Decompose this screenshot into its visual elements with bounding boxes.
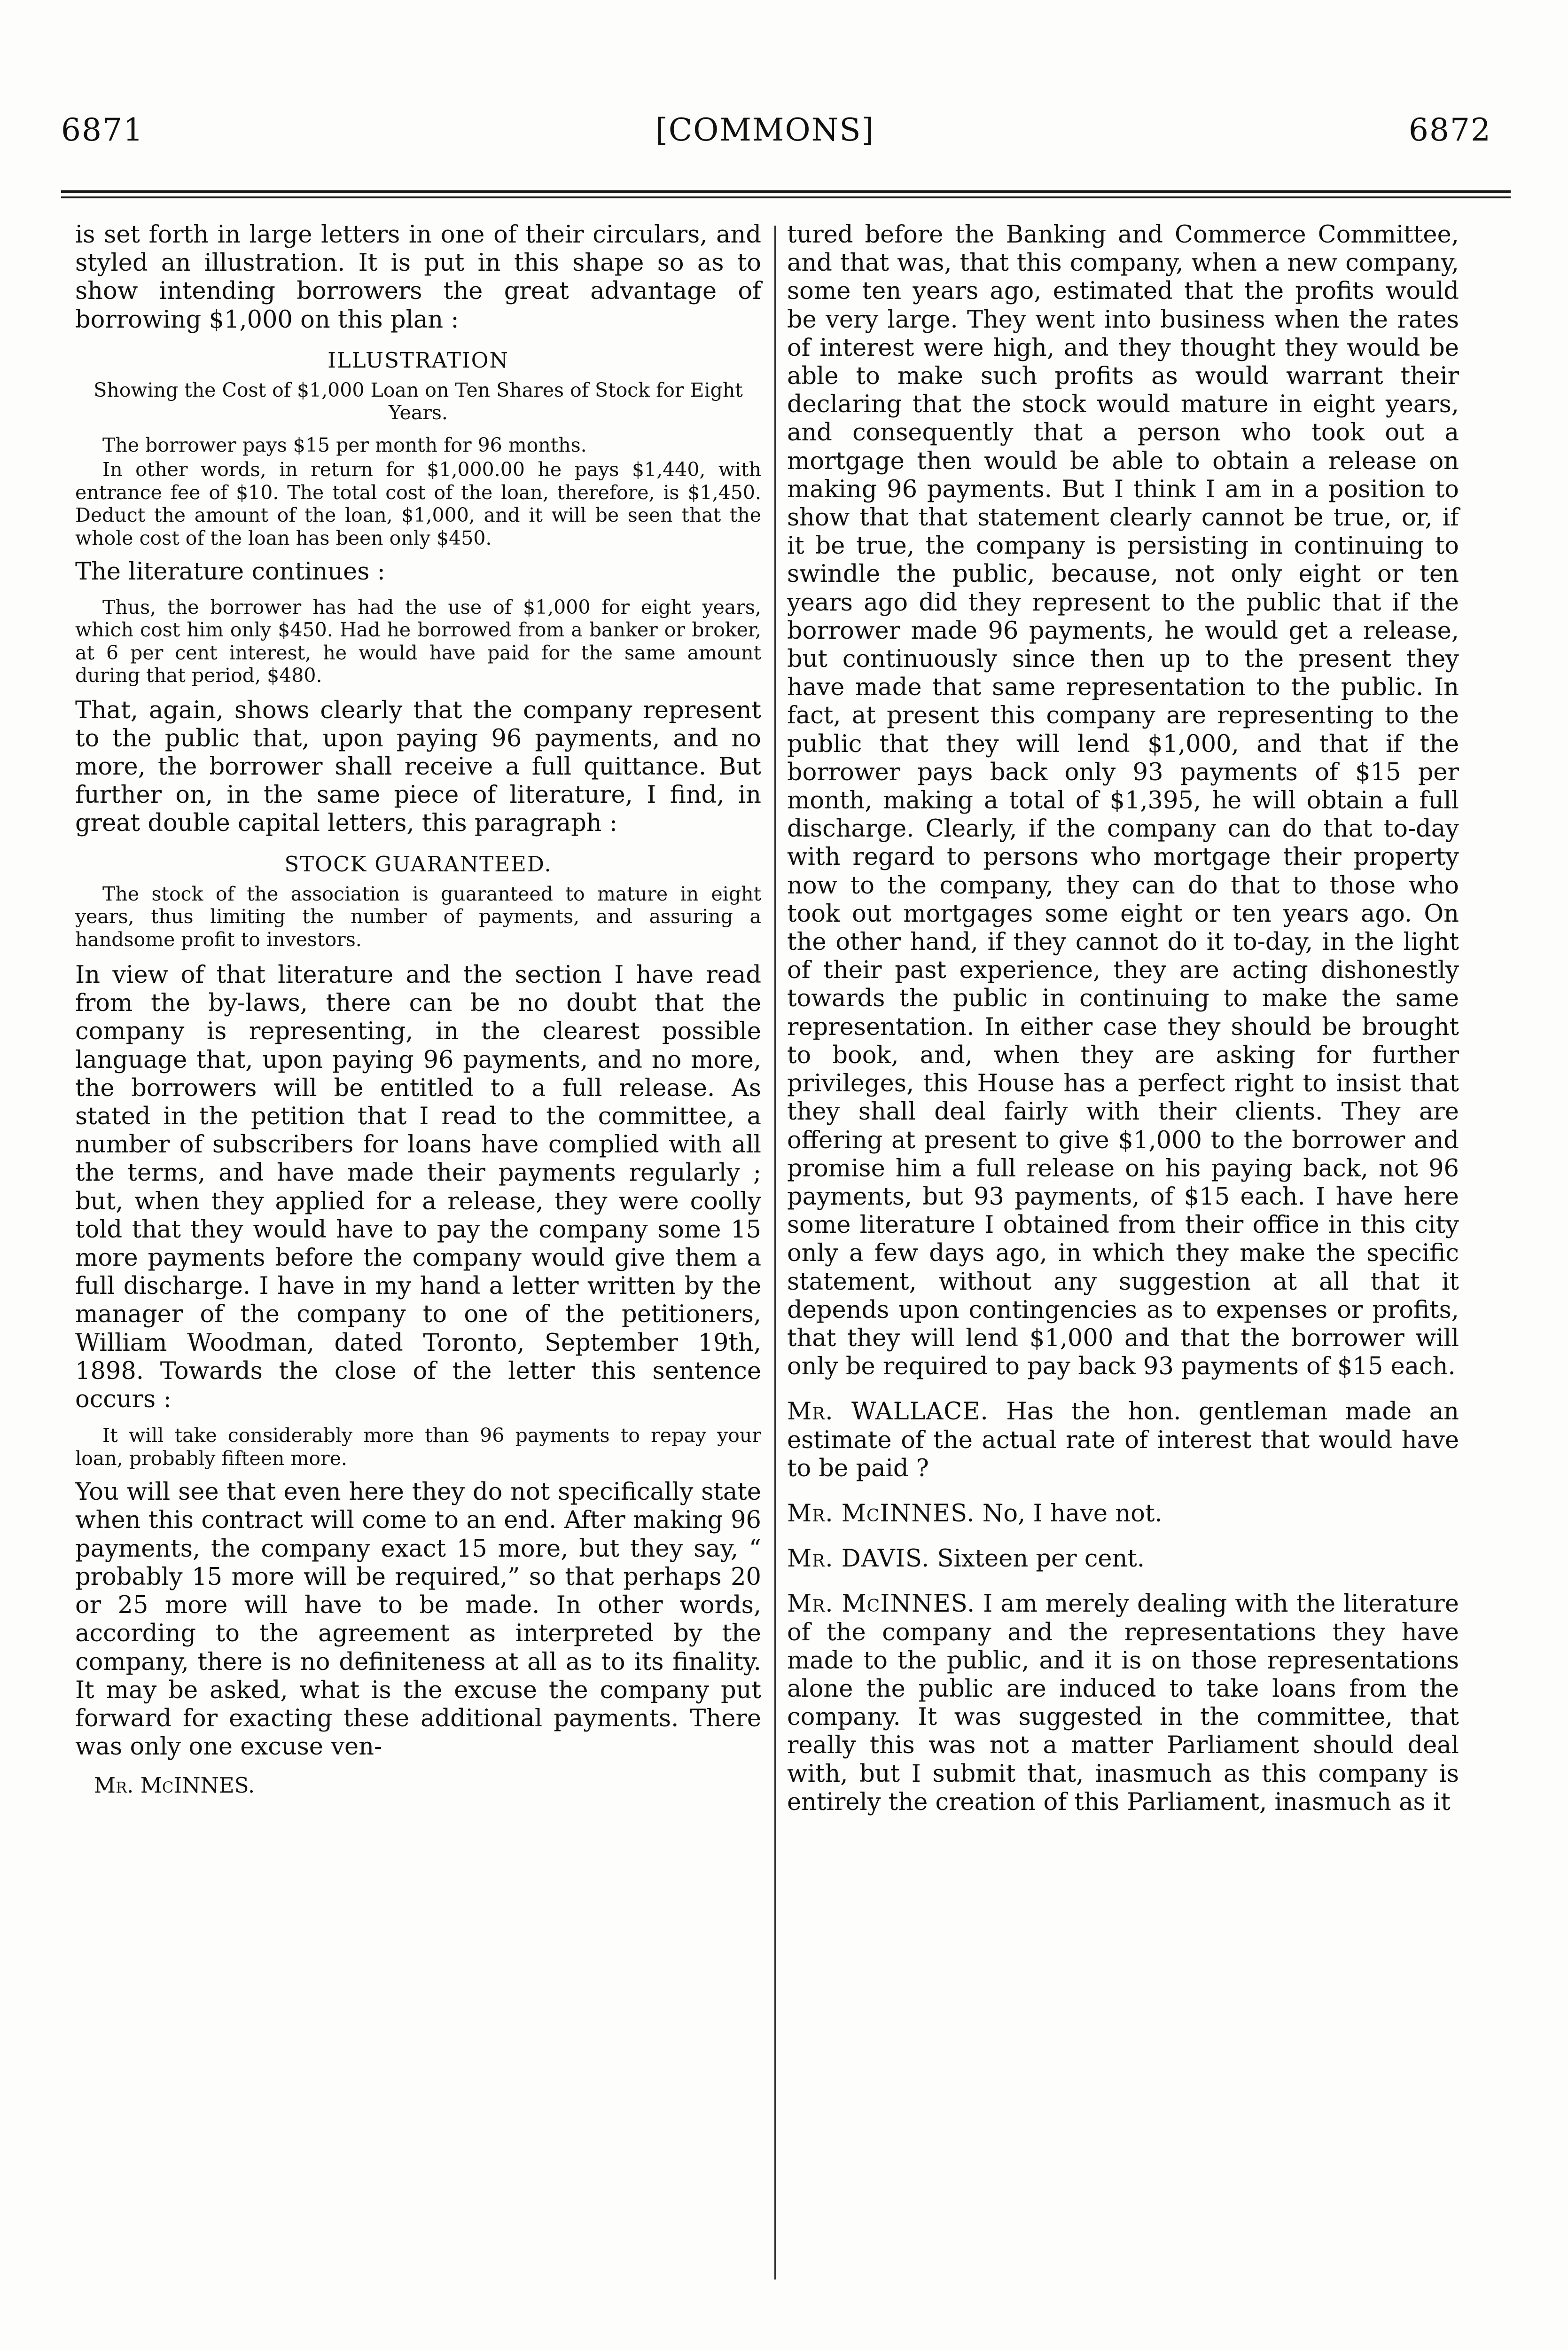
- left-paragraph-1: is set forth in large letters in one of their circulars, and styled an illustration. It is put in this shape so as to show intending borrowers the great advantage of borrowing $1,000 on this plan :: [75, 221, 761, 334]
- right-column: [787, 221, 1459, 1817]
- left-paragraph-5: You will see that even here they do not specifically state when this contract will come to an end. After making 96 payments, the company exact 15 more, but they say, “ probably 15 more will be required,” so that perhaps 20 or 25 more will have to be made. In other words, according to the agreement as interpreted by the company, there is no definiteness at all as to its finality. It may be asked, what is the excuse the company put forward for exacting these additional payments. There was only one excuse ven-: [75, 1478, 761, 1761]
- left-paragraph-2: The literature continues :: [75, 558, 385, 586]
- header-rule-thick: [61, 190, 1511, 193]
- column-divider: [774, 226, 776, 2280]
- left-column: [75, 221, 761, 1798]
- header-rule-thin: [61, 196, 1511, 198]
- quote-stock-guaranteed: The stock of the association is guaranteed to mature in eight years, thus limiting the number of payments, and assuring a handsome profit to investors.: [75, 882, 761, 951]
- quote-thus-borrower: Thus, the borrower has had the use of $1,000 for eight years, which cost him only $450. Had he borrowed from a banker or broker, at 6 per cent interest, he would have paid for the same amount during that period, $480.: [75, 595, 761, 687]
- left-paragraph-4: In view of that literature and the section I have read from the by-laws, there can be no doubt that the company is representing, in the clearest possible language that, upon paying 96 payments, and no more, the borrowers will be entitled to a full release. As stated in the petition that I read to the committee, a number of subscribers for loans have complied with all the terms, and have made their payments regularly ; but, when they applied for a release, they were coolly told that they would have to pay the company some 15 more payments before the company would give them a full discharge. I have in my hand a letter written by the manager of the company to one of the petitioners, William Woodman, dated Toronto, September 19th, 1898. Towards the close of the letter this sentence occurs :: [75, 961, 761, 1414]
- page-number-left: 6871: [61, 112, 144, 148]
- quote-letter-sentence: It will take considerably more than 96 payments to repay your loan, probably fifteen more.: [75, 1424, 761, 1470]
- stock-guaranteed-heading: STOCK GUARANTEED.: [284, 851, 552, 877]
- page-number-right: 6872: [1409, 112, 1491, 148]
- speaker-name: Mr. McINNES.: [787, 1590, 975, 1618]
- left-paragraph-3: That, again, shows clearly that the company represent to the public that, upon paying 96 payments, and no more, the borrower shall receive a full quittance. But further on, in the same piece of literature, I find, in great double capital letters, this paragraph :: [75, 696, 761, 838]
- quote-borrower-pays: The borrower pays $15 per month for 96 months.: [102, 433, 587, 456]
- illustration-heading: ILLUSTRATION: [328, 347, 509, 373]
- quote-in-other-words: In other words, in return for $1,000.00 he pays $1,440, with entrance fee of $10. The total cost of the loan, therefore, is $1,450. Deduct the amount of the loan, $1,000, and it will be seen that the whole cost of the loan has been only $450.: [75, 458, 761, 549]
- speaker-name: Mr. WALLACE.: [787, 1398, 989, 1426]
- speaker-name: Mr. McINNES.: [787, 1499, 975, 1528]
- speech-mcinnes-1: [787, 1500, 1459, 1528]
- right-paragraph-1: tured before the Banking and Commerce Committee, and that was, that this company, when a new company, some ten years ago, estimated that the profits would be very large. They went into business when the rates of interest were high, and they thought they would be able to make such profits as would warrant their declaring that the stock would mature in eight years, and consequently that a person who took out a mortgage then would be able to obtain a release on making 96 payments. But I think I am in a position to show that that statement clearly cannot be true, or, if it be true, the company is persisting in continuing to swindle the public, because, not only eight or ten years ago did they represent to the public that if the borrower made 96 payments, he would get a release, but continuously since then up to the present they have made that same representation to the public. In fact, at present this company are representing to the public that they will lend $1,000, and that if the borrower pays back only 93 payments of $15 per month, making a total of $1,395, he will obtain a full discharge. Clearly, if the company can do that to-day with regard to persons who mortgage their property now to the company, they can do that to those who took out mortgages some eight or ten years ago. On the other hand, if they cannot do it to-day, in the light of their past experience, they are acting dishonestly towards the public in continuing to make the same representation. In either case they should be brought to book, and, when they are asking for further privileges, this House has a perfect right to insist that they shall deal fairly with their clients. They are offering at present to give $1,000 to the borrower and promise him a full release on his paying back, not 96 payments, but 93 payments, of $15 each. I have here some literature I obtained from their office in this city only a few days ago, in which they make the specific statement, without any suggestion at all that it depends upon contingencies as to expenses or profits, that they will lend $1,000 and that the borrower will only be required to pay back 93 payments of $15 each.: [787, 221, 1459, 1381]
- speech-davis: [787, 1545, 1459, 1573]
- catchword: Mr. McINNES.: [94, 1773, 255, 1798]
- speech-wallace: [787, 1398, 1459, 1483]
- speech-text: I am merely dealing with the literature of the company and the representations they have made to the public, and it is on those representations alone the public are induced to take loans from the company. It was suggested in the committee, that really this was not a matter Parliament should deal with, but I submit that, inasmuch as this company is entirely the creation of this Parliament, inasmuch as it: [787, 1590, 1459, 1816]
- speech-text: No, I have not.: [982, 1499, 1162, 1528]
- speech-text: Has the hon. gentleman made an estimate of the actual rate of interest that would have to be paid ?: [787, 1398, 1459, 1482]
- speaker-name: Mr. DAVIS.: [787, 1545, 930, 1573]
- speech-text: Sixteen per cent.: [937, 1545, 1145, 1573]
- illustration-subheading: Showing the Cost of $1,000 Loan on Ten Shares of Stock for Eight Years.: [94, 378, 743, 424]
- running-header: [COMMONS]: [655, 112, 875, 148]
- speech-mcinnes-2: [787, 1590, 1459, 1817]
